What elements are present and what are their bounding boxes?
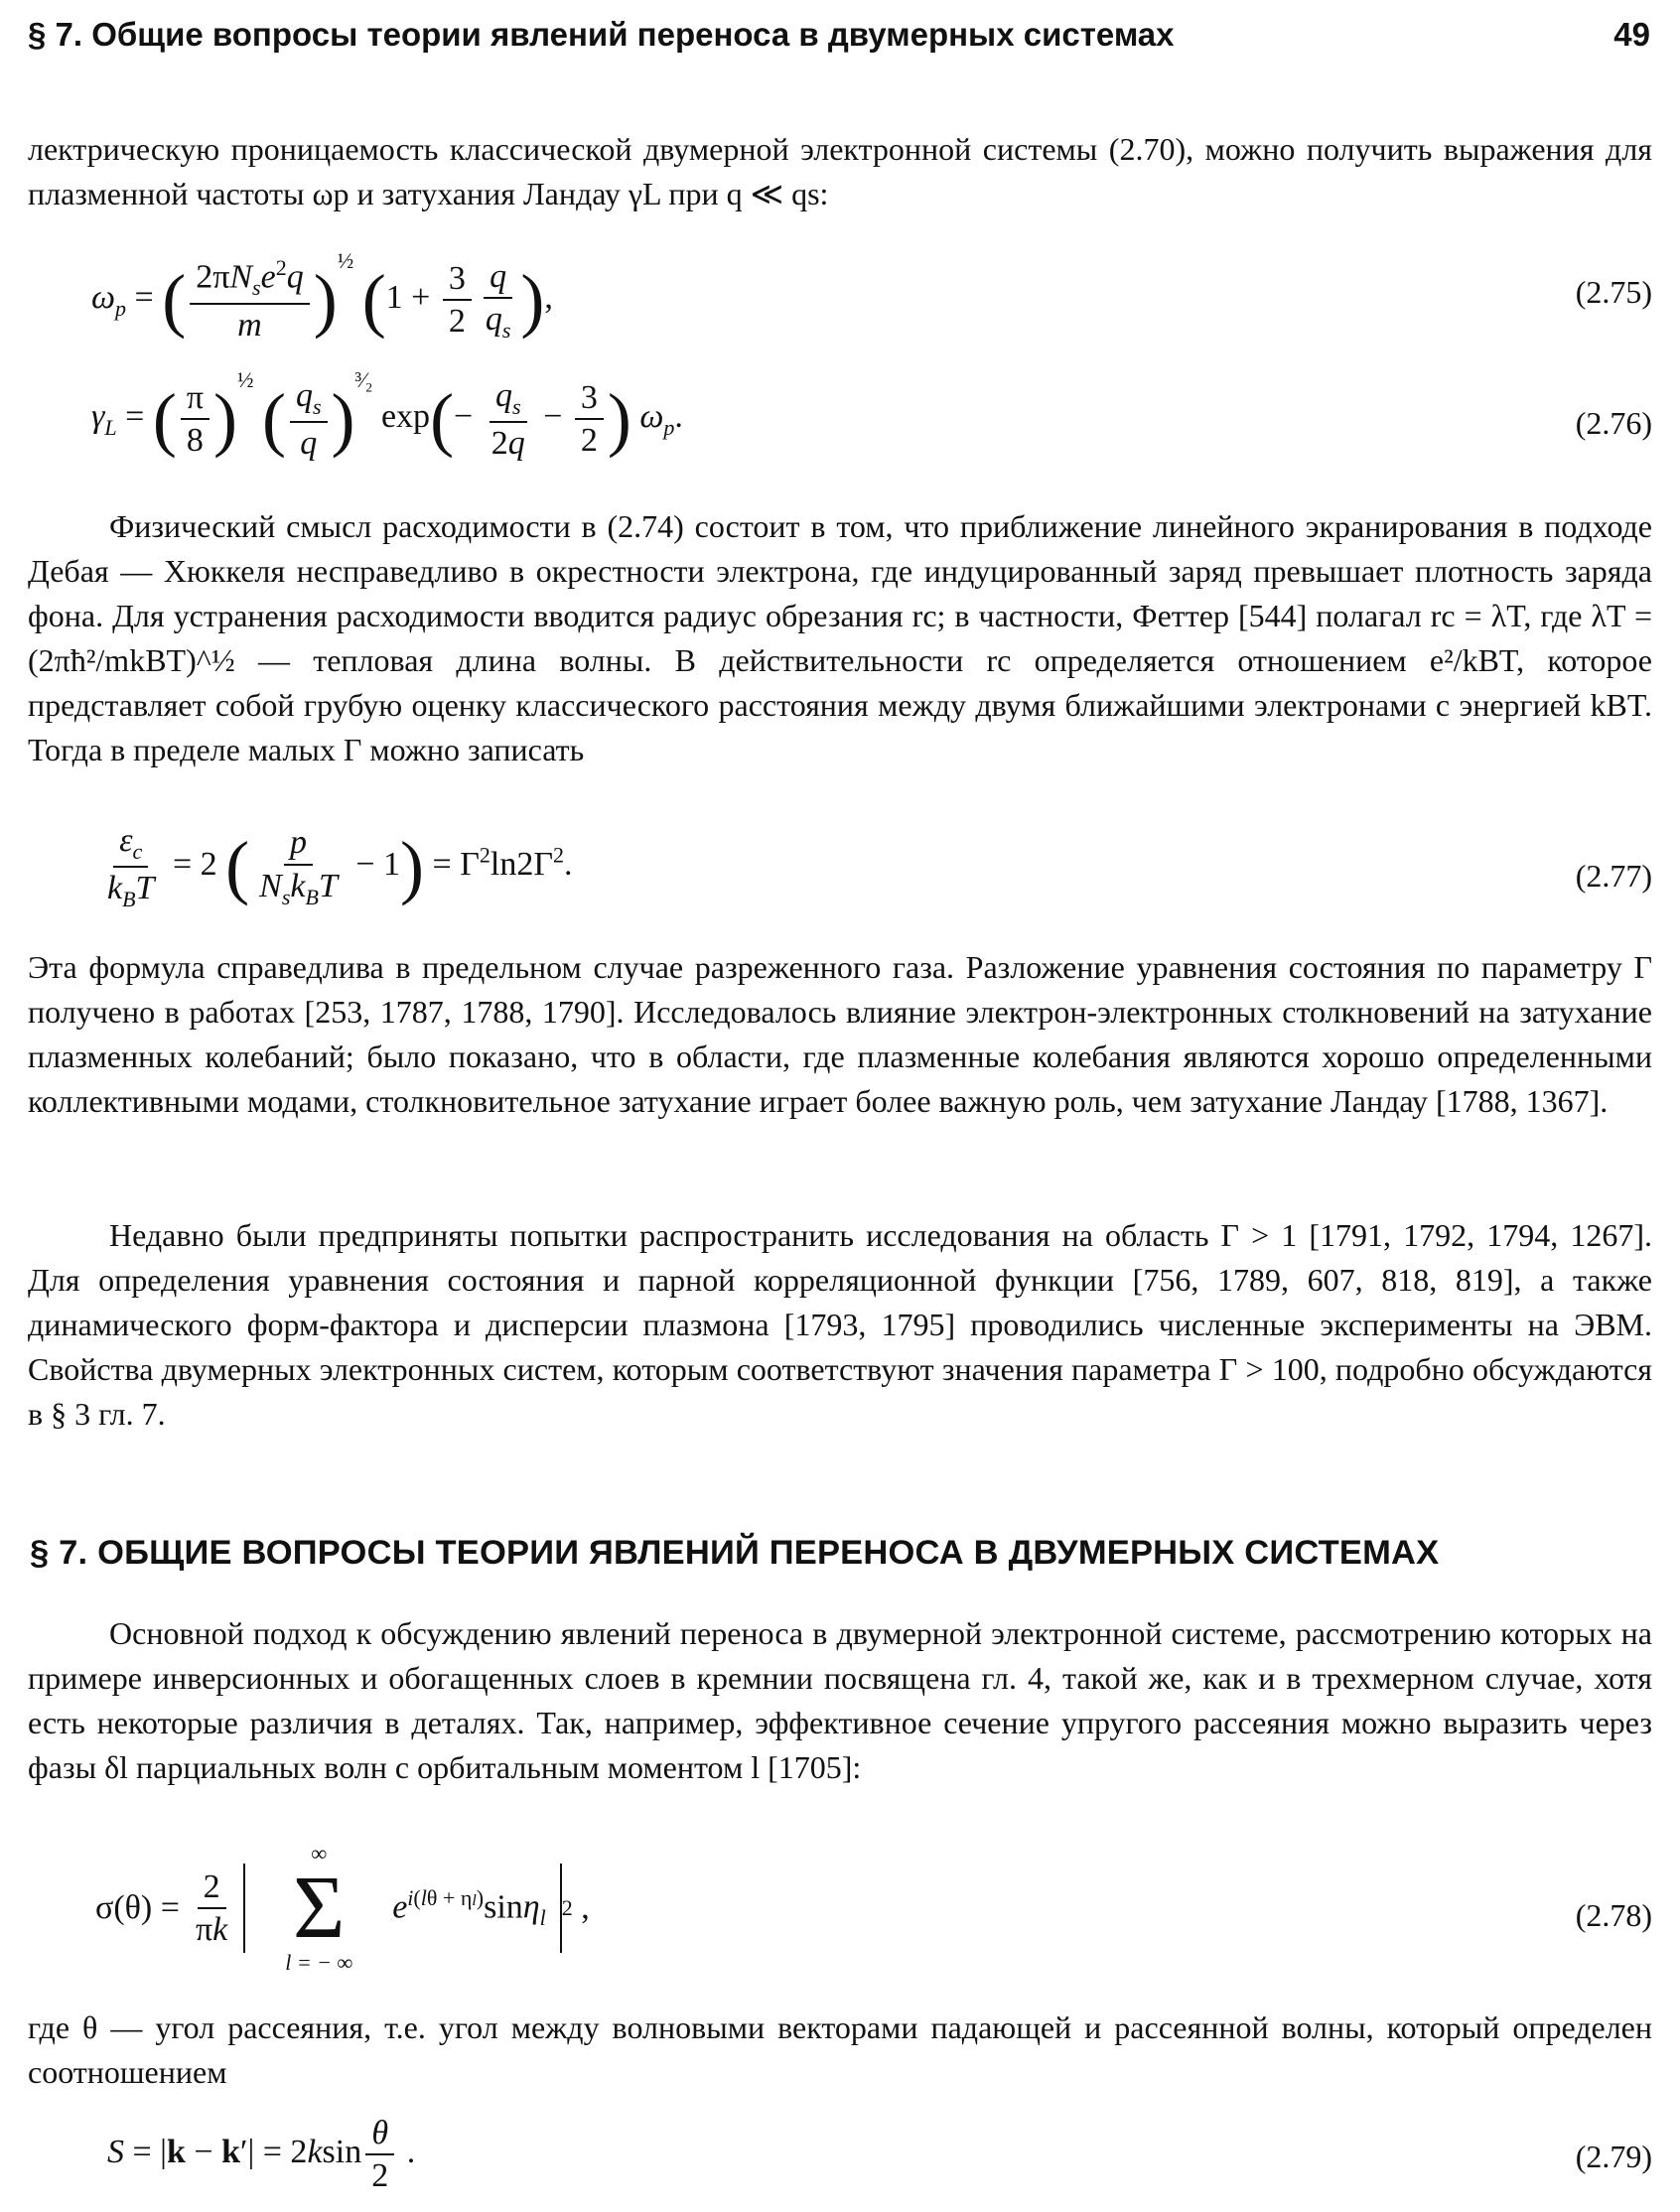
running-header	[28, 16, 1650, 66]
eq-2-78-lhs: σ(θ) =	[95, 1888, 180, 1926]
section-heading: § 7. ОБЩИЕ ВОПРОСЫ ТЕОРИИ ЯВЛЕНИЙ ПЕРЕНОСА В ДВУМЕРНЫХ СИСТЕМАХ	[30, 1534, 1440, 1572]
sum-lower-limit: l = − ∞	[285, 1949, 353, 1975]
equation-2-77: $\frac{\varepsilon_c}{k_BT}$ = 2 ( $\frac{p}{N_sk_BT}$ − $1) = \Gamma^2\ln 2\Gamma^2$. (2.77)	[107, 822, 1652, 911]
eq-2-77-number: (2.77)	[1575, 858, 1652, 894]
equation-2-78: σ(θ) = $\frac{2}{\pi k}$ ∞ Σ l = − ∞ $e^{i(l\theta + \eta l)}\sin\eta_l$ 2 , (2.78)	[95, 1841, 1652, 1975]
summation: ∞ Σ l = − ∞	[285, 1841, 353, 1975]
paragraph-main-approach: Основной подход к обсуждению явлений переноса в двумерной электронной системе, рассмотрению которых на примере инверсионных и обогащенных слоев в кремнии посвящена гл. 4, такой же, как и в трехмерном случае, хотя есть некоторые различия в деталях. Так, например, эффективное сечение упругого рассеяния можно выразить через фазы δl парциальных волн с орбитальным моментом l [1705]:	[28, 1615, 1652, 1785]
paragraph-intro: лектрическую проницаемость классической двумерной электронной системы (2.70), можно получить выражения для плазменной частоты ωp и затухания Ландау γL при q ≪ qs:	[28, 131, 1652, 211]
paragraph-recent-attempts: Недавно были предприняты попытки распространить исследования на область Γ > 1 [1791, 1792, 1794, 1267]. Для определения уравнения состояния и парной корреляционной функции [756, 1789, 607, 818, 819], а также динамического форм-фактора и дисперсии плазмона [1793, 1795] проводились численные эксперименты на ЭВМ. Свойства двумерных электронных систем, которым соответствуют значения параметра Γ > 100, подробно обсуждаются в § 3 гл. 7.	[28, 1217, 1652, 1432]
paragraph-physical-meaning: Физический смысл расходимости в (2.74) состоит в том, что приближение линейного экранирования в подходе Дебая — Хюккеля несправедливо в окрестности электрона, где индуцированный заряд превышает плотность заряда фона. Для устранения расходимости вводится радиус обрезания rc; в частности, Феттер [544] полагал rc = λT, где λT = (2πħ²/mkBT)^½ — тепловая длина волны. В действительности rc определяется отношением e²/kBT, которое представляет собой грубую оценку классического расстояния между двумя ближайшими электронами с энергией kBT. Тогда в пределе малых Γ можно записать	[28, 508, 1652, 767]
equation-2-76: $\gamma_L$ = ( $\frac{\pi}{8}$ )$^{\frac{1}{2}}$ ( $\frac{q_s}{q}$ )$^{^3⁄_2}$ exp(− $\frac{q_s}{2q}$ − $\frac{3}{2}$ ) $\omega_p$. (2.76)	[91, 367, 1652, 462]
paragraph-formula: Эта формула справедлива в предельном случае разреженного газа. Разложение уравнения состояния по параметру Γ получено в работах [253, 1787, 1788, 1790]. Исследовалось влияние электрон-электронных столкновений на затухание плазменных колебаний; было показано, что в области, где плазменные колебания являются хорошо определенными коллективными модами, столкновительное затухание играет более важную роль, чем затухание Ландау [1788, 1367].	[28, 949, 1652, 1119]
eq-2-78-number: (2.78)	[1575, 1897, 1652, 1933]
paragraph-theta: где θ — угол рассеяния, т.е. угол между волновыми векторами падающей и рассеянной волны, который определен соотношением	[28, 2009, 1652, 2090]
equation-2-75: $\omega_p$ = ( $\frac{2\pi N_se^2q}{m}$ )$^{\frac{1}{2}}$ (1 + $\frac{3}{2}$ $\frac{q}{q_s}$ ), (2.75)	[91, 248, 1652, 344]
page-number: 49	[1613, 16, 1650, 53]
running-header-title: § 7. Общие вопросы теории явлений переноса в двумерных системах	[28, 16, 1175, 53]
eq-2-76-number: (2.76)	[1575, 405, 1652, 441]
sum-upper-limit: ∞	[311, 1841, 328, 1866]
eq-2-76-lhs: $\gamma_L$ =	[91, 398, 145, 440]
equation-2-79: S = |k − k′| = 2ksin $\frac{\theta}{2}$ . (2.79)	[107, 2115, 1652, 2195]
eq-2-75-lhs: $\omega_p$ =	[91, 279, 154, 321]
eq-2-79-number: (2.79)	[1575, 2139, 1652, 2174]
eq-2-75-number: (2.75)	[1575, 274, 1652, 310]
